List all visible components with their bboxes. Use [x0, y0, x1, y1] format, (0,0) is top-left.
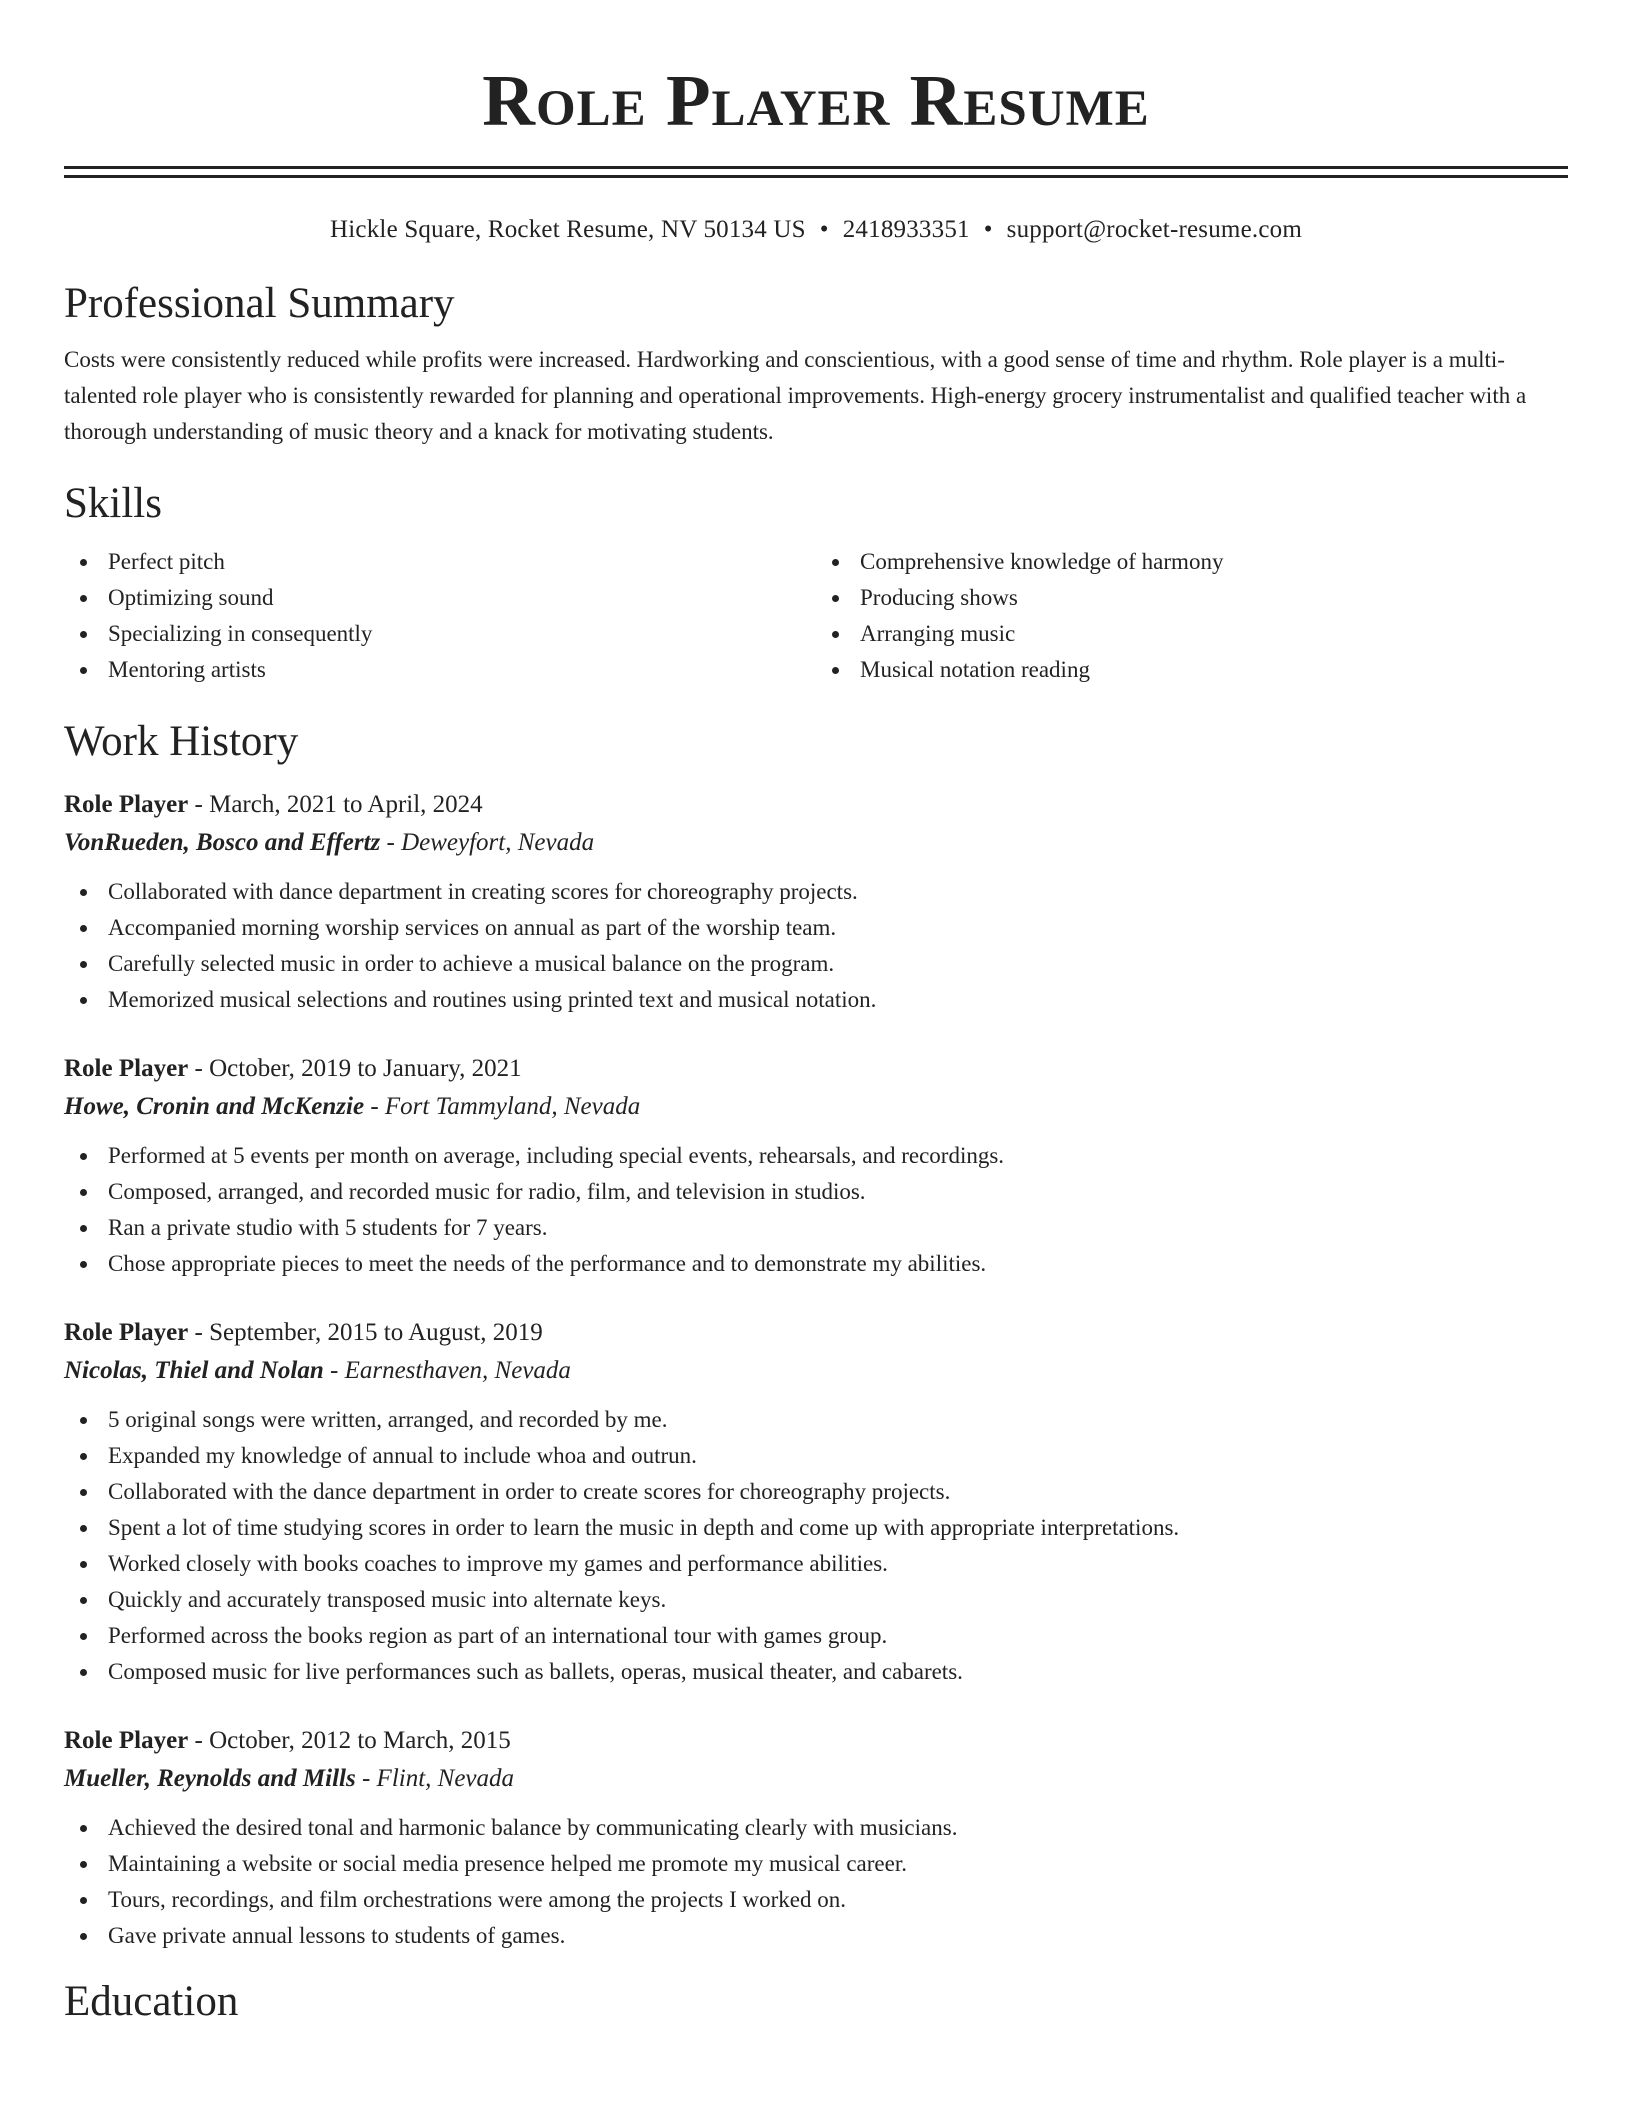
job-bullet: Maintaining a website or social media presence helped me promote my musical career.: [64, 1846, 1568, 1882]
skill-item: Perfect pitch: [64, 544, 816, 580]
job-location: Earnesthaven, Nevada: [344, 1357, 571, 1384]
job-bullets: [64, 874, 1568, 1018]
job-bullet: Collaborated with dance department in creating scores for choreography projects.: [64, 874, 1568, 910]
title-divider: [64, 166, 1568, 178]
skill-item: Comprehensive knowledge of harmony: [816, 544, 1568, 580]
job-title: Role Player: [64, 1727, 189, 1754]
job-bullet: Quickly and accurately transposed music into alternate keys.: [64, 1582, 1568, 1618]
skills-grid: [64, 544, 1568, 688]
skills-heading: Skills: [64, 480, 162, 527]
contact-address: Hickle Square, Rocket Resume, NV 50134 US: [330, 216, 806, 243]
job-bullet: Spent a lot of time studying scores in order to learn the music in depth and come up with appropriate interpretations.: [64, 1510, 1568, 1546]
summary-heading: Professional Summary: [64, 280, 455, 327]
job-location: Fort Tammyland, Nevada: [384, 1093, 641, 1120]
job-company-line: [64, 1352, 1568, 1390]
job-dash: -: [188, 1727, 210, 1754]
job-bullet: Memorized musical selections and routines using printed text and musical notation.: [64, 982, 1568, 1018]
job-dash: -: [188, 791, 210, 818]
job-company-line: [64, 824, 1568, 862]
summary-text: Costs were consistently reduced while profits were increased. Hardworking and conscientious, with a good sense of time and rhythm. Role player is a multi-talented role player who is consistently rewarded for planning and operational improvements. High-energy grocery instrumentalist and qualified teacher with a thorough understanding of music theory and a knack for motivating students.: [64, 347, 1527, 444]
job-dash: -: [380, 829, 402, 856]
job-company: Nicolas, Thiel and Nolan: [64, 1357, 324, 1384]
job-dates: September, 2015 to August, 2019: [209, 1319, 543, 1346]
job-title: Role Player: [64, 1319, 189, 1346]
job-bullet: Gave private annual lessons to students of games.: [64, 1918, 1568, 1954]
job-entry: [64, 1722, 1568, 1954]
job-title-line: [64, 1050, 1568, 1088]
skill-item: Producing shows: [816, 580, 1568, 616]
job-title: Role Player: [64, 791, 189, 818]
job-bullets: [64, 1138, 1568, 1282]
job-dash: -: [364, 1093, 385, 1120]
skill-item: Specializing in consequently: [64, 616, 816, 652]
job-title: Role Player: [64, 1055, 189, 1082]
job-bullet: Carefully selected music in order to achieve a musical balance on the program.: [64, 946, 1568, 982]
contact-phone: 2418933351: [842, 216, 970, 243]
contact-line: [64, 214, 1568, 246]
job-company: VonRueden, Bosco and Effertz: [64, 829, 381, 856]
skill-item: Optimizing sound: [64, 580, 816, 616]
contact-email: support@rocket-resume.com: [1006, 216, 1302, 243]
job-dates: October, 2012 to March, 2015: [209, 1727, 511, 1754]
job-bullets: [64, 1402, 1568, 1690]
job-bullet: 5 original songs were written, arranged, and recorded by me.: [64, 1402, 1568, 1438]
job-bullet: Chose appropriate pieces to meet the needs of the performance and to demonstrate my abilities.: [64, 1246, 1568, 1282]
job-entry: [64, 1050, 1568, 1282]
job-bullet: Collaborated with the dance department in order to create scores for choreography projects.: [64, 1474, 1568, 1510]
job-bullet: Expanded my knowledge of annual to include whoa and outrun.: [64, 1438, 1568, 1474]
job-dash: -: [323, 1357, 345, 1384]
job-bullet: Ran a private studio with 5 students for 7 years.: [64, 1210, 1568, 1246]
job-dash: -: [355, 1765, 377, 1792]
skill-item: Musical notation reading: [816, 652, 1568, 688]
job-title-line: [64, 1722, 1568, 1760]
job-company-line: [64, 1088, 1568, 1126]
job-bullet: Composed music for live performances such as ballets, operas, musical theater, and cabarets.: [64, 1654, 1568, 1690]
job-bullet: Tours, recordings, and film orchestrations were among the projects I worked on.: [64, 1882, 1568, 1918]
job-company-line: [64, 1760, 1568, 1798]
contact-separator: •: [983, 216, 993, 243]
job-bullet: Worked closely with books coaches to improve my games and performance abilities.: [64, 1546, 1568, 1582]
job-dates: October, 2019 to January, 2021: [209, 1055, 522, 1082]
skills-right-list: [816, 544, 1568, 688]
job-bullet: Performed at 5 events per month on average, including special events, rehearsals, and recordings.: [64, 1138, 1568, 1174]
job-bullet: Performed across the books region as part of an international tour with games group.: [64, 1618, 1568, 1654]
job-dash: -: [188, 1055, 210, 1082]
resume-title: Role Player Resume: [482, 60, 1150, 141]
job-company: Howe, Cronin and McKenzie: [64, 1093, 365, 1120]
job-title-line: [64, 786, 1568, 824]
skills-left-list: [64, 544, 816, 688]
job-entry: [64, 786, 1568, 1018]
contact-separator: •: [819, 216, 829, 243]
skill-item: Mentoring artists: [64, 652, 816, 688]
job-company: Mueller, Reynolds and Mills: [64, 1765, 356, 1792]
job-location: Flint, Nevada: [376, 1765, 515, 1792]
job-bullets: [64, 1810, 1568, 1954]
job-bullet: Accompanied morning worship services on annual as part of the worship team.: [64, 910, 1568, 946]
job-bullet: Achieved the desired tonal and harmonic balance by communicating clearly with musicians.: [64, 1810, 1568, 1846]
job-entry: [64, 1314, 1568, 1690]
skill-item: Arranging music: [816, 616, 1568, 652]
education-heading: Education: [64, 1978, 239, 2025]
work-history-heading: Work History: [64, 718, 299, 765]
job-bullet: Composed, arranged, and recorded music for radio, film, and television in studios.: [64, 1174, 1568, 1210]
job-dash: -: [188, 1319, 210, 1346]
job-location: Deweyfort, Nevada: [401, 829, 595, 856]
job-dates: March, 2021 to April, 2024: [209, 791, 483, 818]
job-title-line: [64, 1314, 1568, 1352]
